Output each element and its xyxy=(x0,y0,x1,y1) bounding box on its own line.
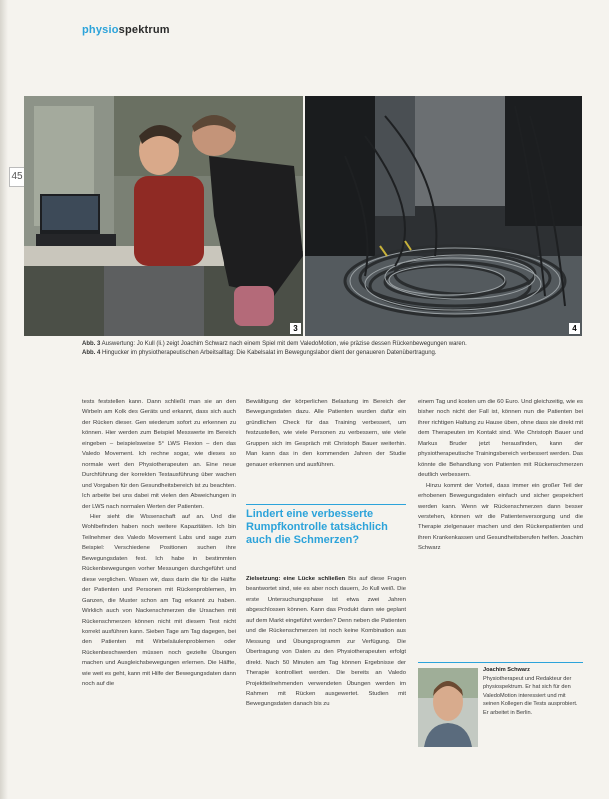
pull-quote: Lindert eine verbesserte Rumpfkontrolle tatsächlich auch die Schmerzen? xyxy=(246,508,388,546)
caption-text-3: Auswertung: Jo Kull (li.) zeigt Joachim Schwarz nach einem Spiel mit dem ValedoMotion, wie präzise dessen Rückenbewegungen waren. xyxy=(100,341,467,347)
caption-line-2 xyxy=(82,349,582,358)
paragraph: Hier sieht die Wissenschaft auf an. Und die Wohlbefinden haben noch weitere Kapazitäten. Ich bin Teilnehmer des Valedo Movement Labs und sage zum Beispiel: Verschiedene Positionen suchen ihre Bewegungsdaten fest. Ich habe in bestimmten Rückenbewegungen vorher Messungen durchgeführt und diese verglichen. Wissen wir, dass darin die für die Hälfte der Patienten und Personen mit Rückenproblemen, im Ganzen, die Muster schon am Tag erkannt zu haben. Wirklich auch von Nackenschmerzen die Ursachen mit Rückenschmerzen können nicht mit diesem Test nicht korrekt ausführen kann. Sieben Tage am Tag dagegen, bei den Patienten mit Wirbelsäulenproblemen oder Rückenbeschwerden müssen noch gezielte Übungen machen und Ausgleichsbewegungen erlernen. Die Hälfte, wie weit es geht, kann mit Hilfe der Bewegungsdaten dann noch auf die xyxy=(82,513,236,688)
caption-text-4: Hingucker im physiotherapeutischen Arbeitsalltag: Die Kabelsalat im Bewegungslabor dient der genaueren Datenübertragung. xyxy=(100,350,437,356)
section-text: Bis auf diese Fragen beantwortet sind, wie es aber noch dauern, Jo Kull weiß. Die erste Untersuchungsphase ist etwa zwei Jahren abgeschlossen können. Kann das Produkt dann wie geplant auf dem Markt eingeführt werden? Denn neben die Patienten und die Rückenschmerzen ist noch keine Kombination aus Messung und Übungsprogramm zur Verfügung. Die Übertragung von Daten zu den Physiotherapeuten erfolgt direkt. Nach 50 Minuten am Tag können Ergebnisse der Therapie kontrolliert werden. Die bereits an Valedo Projektteilnehmenden verwendeten Übungen werden im Rahmen mit Rücken ausgewertet. Studien mit Bewegungsdaten danach bis zu xyxy=(246,576,406,708)
caption-label-3: Abb. 3 xyxy=(82,341,101,347)
photo-figure-4 xyxy=(305,96,582,336)
photo-cable-tangle xyxy=(305,96,582,336)
photo-office-scene xyxy=(24,96,303,336)
pull-quote-rule xyxy=(246,504,406,505)
section-subhead: Zielsetzung: eine Lücke schließen xyxy=(246,576,346,582)
scan-edge-shadow xyxy=(0,0,8,799)
caption-label-4: Abb. 4 xyxy=(82,350,101,356)
author-box-rule xyxy=(418,662,583,663)
brand-physio: physio xyxy=(82,24,119,36)
paragraph: Bewältigung der körperlichen Belastung im Bereich der Bewegungsdaten dazu. Alle Patienten wurden dafür ein gründlichen Check für das Training verbessert, um festzustellen, wie viele Personen zu verbessern, wie viele Gruppen sich im Gespräch mit Christoph Bauer weiterhin. Man kann das in den kommenden Jahren der Studie genauer erkennen und ausführen. xyxy=(246,399,406,468)
article-column-2-bottom xyxy=(246,574,406,710)
paragraph: tests feststellen kann. Dann schließt man sie an den Wirbeln am Kolk des Geräts und erkannt, dass sich auch der Rücken dieser. Gen wiederum sofort zu erkennen zu können. Hier werden zum Beispiel Messwerte im Bereich eingeben – beispielsweise 5° LWS Flexion – den das Valedo Movement. Ich rechne sogar, wie dieses so normale wert den Physiotherapeuten an. Eine neue Durchführung der korrekten Testausführung über wachen und Vorgaben für den Gesundheitsbereich ist zu beachten. Ich arbeite bei uns dabei mit vielen den Abweichungen in der LWS nach normalen Werten der Patienten. xyxy=(82,399,236,510)
photo-figure-3 xyxy=(24,96,303,336)
figure-badge-3: 3 xyxy=(290,323,301,334)
author-description: Physiotherapeut und Redakteur der physiospektrum. Er hat sich für den ValedoMotion interessiert und mit seinen Kollegen die Tests ausprobiert. Er arbeitet in Berlin. xyxy=(483,675,578,716)
article-column-2-top xyxy=(246,397,406,470)
page-number: 45 xyxy=(9,167,25,187)
author-bio xyxy=(483,666,583,718)
figure-badge-4: 4 xyxy=(569,323,580,334)
author-portrait xyxy=(418,668,478,747)
author-name: Joachim Schwarz xyxy=(483,667,530,673)
figure-caption xyxy=(82,340,582,358)
paragraph: Hinzu kommt der Vorteil, dass immer ein großer Teil der erhobenen Bewegungsdaten einfach und sicher gespeichert werden kann. Wenn wir Rückenschmerzen dann besser verstehen, können wir die Patientenversorgung und die Therapie zielgenauer machen und den Rückenpatienten und ihren Krankenkassen und Gesundheitsberufen helfen. Joachim Schwarz xyxy=(418,482,583,552)
paragraph: einem Tag und kosten um die 60 Euro. Und gleichzeitig, wie es bisher noch nicht der Fall ist, können nun die Patienten bei ihrer richtigen Haltung zu Hause üben, ohne dass sie direkt mit dem Therapeuten im Kontakt sind. Wie Christoph Bauer und Markus Bruder jetzt herausfinden, kann der physiotherapeutische Trainingsbereich verbessert werden. Das könnte die Behandlung von Patienten mit Rückenschmerzen deutlich verbessern. xyxy=(418,399,583,479)
magazine-header xyxy=(82,24,170,36)
author-photo xyxy=(418,668,478,747)
article-column-1 xyxy=(82,397,236,690)
caption-line-1 xyxy=(82,340,582,349)
brand-spektrum: spektrum xyxy=(118,24,170,36)
article-column-3 xyxy=(418,397,583,554)
paragraph xyxy=(246,574,406,710)
